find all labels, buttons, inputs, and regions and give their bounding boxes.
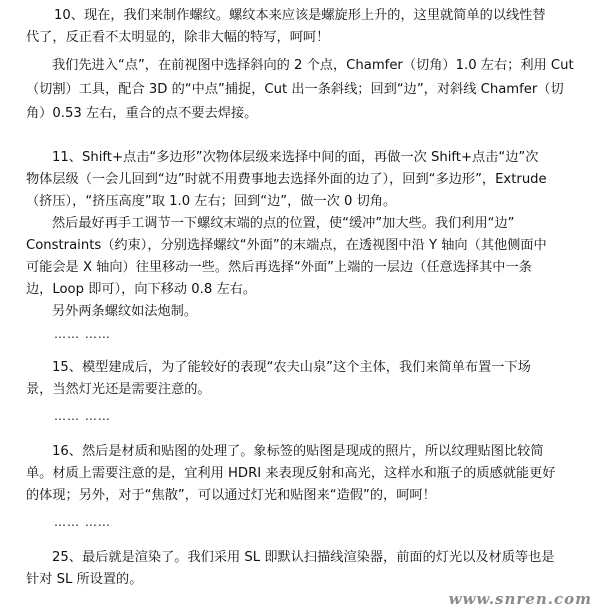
para-11-line-5: Constraints（约束），分别选择螺纹“外面”的末端点，在透视图中沿 Y 轴向（其他侧面中 bbox=[26, 238, 547, 253]
ellipsis-separator-2: …… …… bbox=[54, 409, 111, 423]
para-11-line-1: 11、Shift+点击“多边形”次物体层级来选择中间的面，再做一次 Shift+点击“边”次 bbox=[52, 150, 539, 165]
para-11-line-7: 边，Loop 即可），向下移动 0.8 左右。 bbox=[26, 282, 257, 297]
para-10-line-4: （切割）工具，配合 3D 的“中点”捕捉，Cut 出一条斜线；回到“边”，对斜线 Chamfer（切 bbox=[26, 82, 564, 97]
para-16-line-2: 单。材质上需要注意的是，宜利用 HDRI 来表现反射和高光，这样水和瓶子的质感就能更好 bbox=[26, 466, 556, 481]
para-16-line-3: 的体现；另外，对于“焦散”，可以通过灯光和贴图来“造假”的，呵呵！ bbox=[26, 488, 436, 503]
para-15-line-1: 15、模型建成后，为了能较好的表现“农夫山泉”这个主体，我们来简单布置一下场 bbox=[52, 360, 531, 375]
para-16-line-1: 16、然后是材质和贴图的处理了。象标签的贴图是现成的照片，所以纹理贴图比较简 bbox=[52, 444, 544, 459]
para-15-line-2: 景，当然灯光还是需要注意的。 bbox=[26, 382, 211, 397]
para-25-line-2: 针对 SL 所设置的。 bbox=[26, 572, 143, 587]
ellipsis-separator-3: …… …… bbox=[54, 515, 111, 529]
para-10-line-1: 10、现在，我们来制作螺纹。螺纹本来应该是螺旋形上升的，这里就简单的以线性替 bbox=[54, 8, 546, 23]
para-11-line-4: 然后最好再手工调节一下螺纹末端的点的位置，使“缓冲”加大些。我们利用“边” bbox=[52, 216, 515, 231]
para-10-line-5: 角）0.53 左右，重合的点不要去焊接。 bbox=[26, 106, 258, 121]
para-11-line-3: （挤压），“挤压高度”取 1.0 左右；回到“边”，做一次 0 切角。 bbox=[26, 194, 397, 209]
para-11-line-8: 另外两条螺纹如法炮制。 bbox=[52, 304, 198, 319]
para-10-line-3: 我们先进入“点”，在前视图中选择斜向的 2 个点，Chamfer（切角）1.0 左右；利用 Cut bbox=[52, 58, 574, 73]
para-11-line-6: 可能会是 X 轴向）往里移动一些。然后再选择“外面”上端的一层边（任意选择其中一条 bbox=[26, 260, 532, 275]
ellipsis-separator-1: …… …… bbox=[54, 327, 111, 341]
site-watermark: www.snren.com bbox=[448, 590, 592, 608]
para-11-line-2: 物体层级（一会儿回到“边”时就不用费事地去选择外面的边了），回到“多边形”，Extrude bbox=[26, 172, 547, 187]
para-10-line-2: 代了，反正看不太明显的，除非大幅的特写，呵呵！ bbox=[26, 30, 330, 45]
para-25-line-1: 25、最后就是渲染了。我们采用 SL 即默认扫描线渲染器，前面的灯光以及材质等也是 bbox=[52, 550, 555, 565]
